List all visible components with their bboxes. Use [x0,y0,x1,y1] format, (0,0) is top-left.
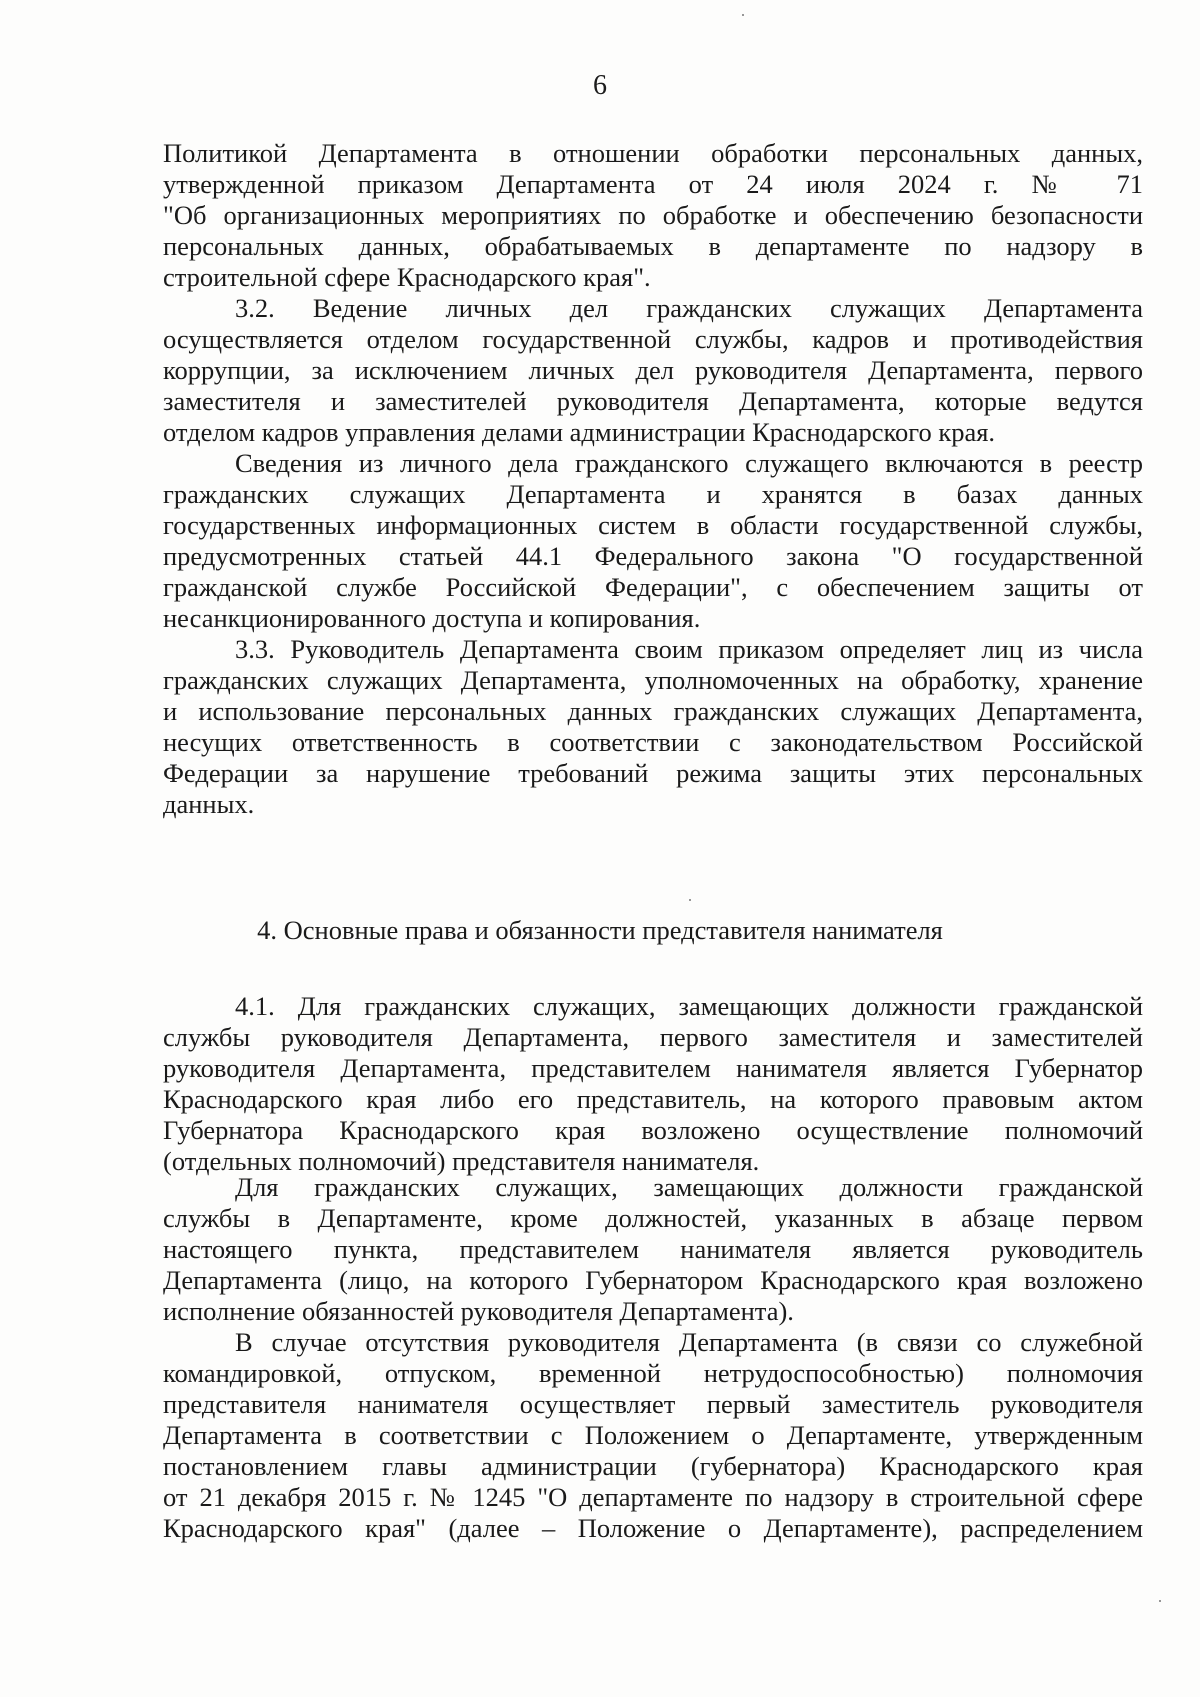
text-line: постановлением главы администрации (губернатора) Краснодарского края [163,1451,1143,1481]
text-line: гражданских служащих Департамента, уполномоченных на обработку, хранение [163,665,1143,695]
scan-speck [742,14,744,16]
text-line: 4.1. Для гражданских служащих, замещающих должности гражданской [235,991,1143,1021]
text-line: настоящего пункта, представителем нанимателя является руководитель [163,1234,1143,1264]
text-line: коррупции, за исключением личных дел руководителя Департамента, первого [163,355,1143,385]
text-line: службы в Департаменте, кроме должностей, указанных в абзаце первом [163,1203,1143,1233]
text-line: данных. [163,789,255,819]
paragraph-4-1-department [163,1172,1143,1327]
text-line: Краснодарского края либо его представитель, на которого правовым актом [163,1084,1143,1114]
paragraph-3-2-registry [163,448,1143,634]
text-line: утвержденной приказом Департамента от 24 июля 2024 г. № 71 [163,169,1143,199]
text-line: Для гражданских служащих, замещающих должности гражданской [235,1172,1143,1202]
text-line: государственных информационных систем в области государственной службы, [163,510,1143,540]
text-line: представителя нанимателя осуществляет первый заместитель руководителя [163,1389,1143,1419]
text-line: Федерации за нарушение требований режима защиты этих персональных [163,758,1143,788]
text-line: Сведения из личного дела гражданского служащего включаются в реестр [235,448,1143,478]
text-line: службы руководителя Департамента, первого заместителя и заместителей [163,1022,1143,1052]
page-number: 6 [593,70,607,101]
text-line: 3.3. Руководитель Департамента своим приказом определяет лиц из числа [235,634,1143,664]
text-line: "Об организационных мероприятиях по обработке и обеспечению безопасности [163,200,1143,230]
text-line: руководителя Департамента, представителем нанимателя является Губернатор [163,1053,1143,1083]
text-line: и использование персональных данных гражданских служащих Департамента, [163,696,1143,726]
text-line: Губернатора Краснодарского края возложено осуществление полномочий [163,1115,1143,1145]
text-line: отделом кадров управления делами администрации Краснодарского края. [163,417,996,447]
text-line: Политикой Департамента в отношении обработки персональных данных, [163,138,1143,168]
text-line: заместителя и заместителей руководителя Департамента, которые ведутся [163,386,1143,416]
text-line: Департамента (лицо, на которого Губернатором Краснодарского края возложено [163,1265,1143,1295]
text-line: (отдельных полномочий) представителя нанимателя. [163,1146,760,1176]
text-line: Департамента в соответствии с Положением о Департаменте, утвержденным [163,1420,1143,1450]
text-line: исполнение обязанностей руководителя Департамента). [163,1296,794,1326]
text-line: предусмотренных статьей 44.1 Федерального закона "О государственной [163,541,1143,571]
text-line: от 21 декабря 2015 г. № 1245 "О департаменте по надзору в строительной сфере [163,1482,1143,1512]
text-line: гражданских служащих Департамента и хранятся в базах данных [163,479,1143,509]
text-line: Краснодарского края" (далее – Положение о Департаменте), распределением [163,1513,1143,1543]
paragraph-3-2 [163,293,1143,448]
text-line: несущих ответственность в соответствии с законодательством Российской [163,727,1143,757]
text-line: несанкционированного доступа и копирования. [163,603,701,633]
paragraph-4-1 [163,991,1143,1177]
paragraph-continuation [163,138,1143,293]
text-line: гражданской службе Российской Федерации", с обеспечением защиты от [163,572,1143,602]
text-line: В случае отсутствия руководителя Департамента (в связи со служебной [235,1327,1143,1357]
scan-speck [1159,1600,1161,1602]
text-line: командировкой, отпуском, временной нетрудоспособностью) полномочия [163,1358,1143,1388]
scan-speck [689,899,691,901]
text-line: строительной сфере Краснодарского края". [163,262,651,292]
text-line: 3.2. Ведение личных дел гражданских служащих Департамента [235,293,1143,323]
paragraph-4-1-absence [163,1327,1143,1544]
paragraph-3-3 [163,634,1143,820]
text-line: персональных данных, обрабатываемых в департаменте по надзору в [163,231,1143,261]
section-heading: 4. Основные права и обязанности представителя нанимателя [257,915,943,945]
text-line: осуществляется отделом государственной службы, кадров и противодействия [163,324,1143,354]
